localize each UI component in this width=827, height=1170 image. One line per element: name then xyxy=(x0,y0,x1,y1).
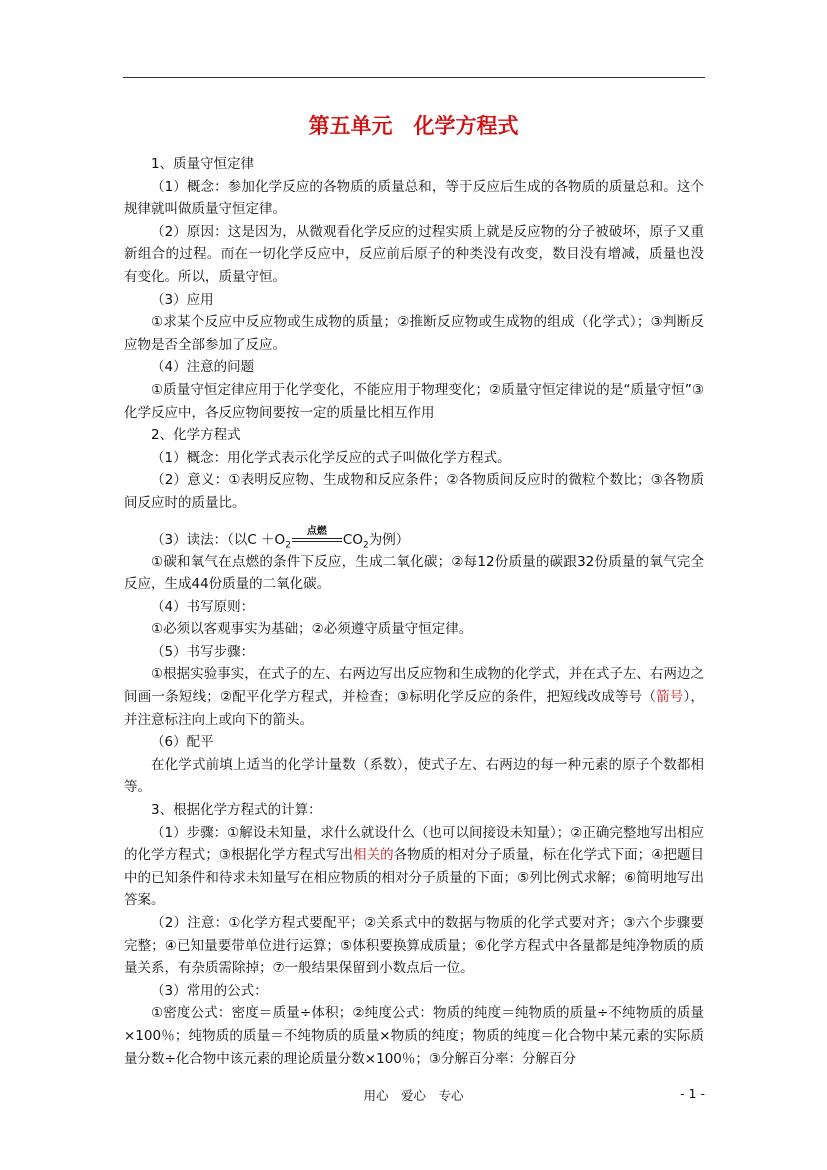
s3-steps-highlight: 相关的 xyxy=(353,847,394,864)
s2-steps xyxy=(124,663,704,731)
page-number: - 1 - xyxy=(680,1086,705,1101)
s1-application-heading: （3）应用 xyxy=(151,291,214,308)
footer-motto: 用心 爱心 专心 xyxy=(363,1088,464,1103)
s3-steps xyxy=(124,822,704,912)
section-3-heading: 3、根据化学方程式的计算： xyxy=(151,802,322,819)
s3-formulas-heading: （3）常用的公式： xyxy=(151,982,268,999)
s2-balance-heading: （6）配平 xyxy=(151,734,214,751)
s1-reason: （2）原因：这是因为，从微观看化学反应的过程实质上就是反应物的分子被破坏，原子又重新组合的过程。而在一切化学反应中，反应前后原子的种类没有改变，数目没有增减，质量也没有变化。所以，质量守恒。 xyxy=(124,223,704,285)
s2-reading-text: ①碳和氧气在点燃的条件下反应，生成二氧化碳；②每12份质量的碳跟32份质量的氧气完全反应，生成44份质量的二氧化碳。 xyxy=(124,553,704,593)
s2-steps-heading: （5）书写步骤： xyxy=(151,643,255,660)
product-formula: CO xyxy=(342,531,363,548)
reaction-arrow xyxy=(292,525,342,545)
s2-steps-text-b: ），并注意标注向上或向下的箭头。 xyxy=(124,689,704,728)
reaction-condition: 点燃 xyxy=(306,525,327,537)
section-2-heading: 2、化学方程式 xyxy=(151,427,241,444)
s2-concept: （1）概念：用化学式表示化学反应的式子叫做化学方程式。 xyxy=(151,449,511,466)
document-body xyxy=(124,153,704,1070)
s1-notes-heading: （4）注意的问题 xyxy=(151,359,255,376)
s2-meaning: （2）意义：①表明反应物、生成物和反应条件；②各物质间反应时的微粒个数比；③各物质间反应时的质量比。 xyxy=(124,472,704,511)
s3-steps-text-b: 各物质的相对分子质量，标在化学式下面；④把题目中的已知条件和待求未知量写在相应物质的相对分子质量的下面；⑤列比例式求解；⑥简明地写出答案。 xyxy=(124,847,705,909)
s2-steps-highlight: 箭号 xyxy=(656,689,684,706)
s2-principle: ①必须以客观事实为基础；②必须遵守质量守恒定律。 xyxy=(151,621,473,638)
reading-equation xyxy=(124,521,704,551)
s3-notes: （2）注意：①化学方程式要配平；②关系式中的数据与物质的化学式要对齐；③六个步骤要完整；④已知量要带单位进行运算；⑤体积要换算成质量；⑥化学方程式中各量都是纯净物质的质量关系，有杂质需除掉；⑦一般结果保留到小数点后一位。 xyxy=(124,915,704,977)
s2-balance: 在化学式前填上适当的化学计量数（系数），使式子左、右两边的每一种元素的原子个数都相等。 xyxy=(124,756,704,796)
s3-formulas: ①密度公式：密度＝质量÷体积；②纯度公式：物质的纯度＝纯物质的质量÷不纯物质的质量×100％；纯物质的质量＝不纯物质的质量×物质的纯度；物质的纯度＝化合物中某元素的实际质量分数÷化合物中该元素的理论质量分数×100％；③分解百分率：分解百分 xyxy=(124,1005,704,1067)
reading-prefix: （3）读法：（以C ＋O xyxy=(151,531,286,548)
s1-application: ①求某个反应中反应物或生成物的质量；②推断反应物或生成物的组成（化学式）；③判断反应物是否全部参加了反应。 xyxy=(124,314,704,353)
page-title: 第五单元 化学方程式 xyxy=(308,113,519,138)
s2-principle-heading: （4）书写原则： xyxy=(151,598,255,615)
header-rule xyxy=(123,77,705,78)
s1-concept: （1）概念：参加化学反应的各物质的质量总和，等于反应后生成的各物质的质量总和。这个规律就叫做质量守恒定律。 xyxy=(124,178,704,218)
co2-subscript: 2 xyxy=(362,540,369,551)
s2-steps-text-a: ①根据实验事实，在式子的左、右两边写出反应物和生成物的化学式，并在式子左、右两边之间画一条短线；②配平化学方程式，并检查；③标明化学反应的条件，把短线改成等号（ xyxy=(124,666,704,706)
s3-steps-text-a: （1）步骤：①解设未知量，求什么就设什么（也可以间接设未知量）；②正确完整地写出相应的化学方程式；③根据化学方程式写出 xyxy=(124,824,704,864)
s1-notes: ①质量守恒定律应用于化学变化，不能应用于物理变化；②质量守恒定律说的是“质量守恒”③化学反应中，各反应物间要按一定的质量比相互作用 xyxy=(124,381,704,421)
o2-subscript: 2 xyxy=(285,540,291,551)
reading-suffix: 为例） xyxy=(368,531,410,548)
section-1-heading: 1、质量守恒定律 xyxy=(151,156,255,172)
